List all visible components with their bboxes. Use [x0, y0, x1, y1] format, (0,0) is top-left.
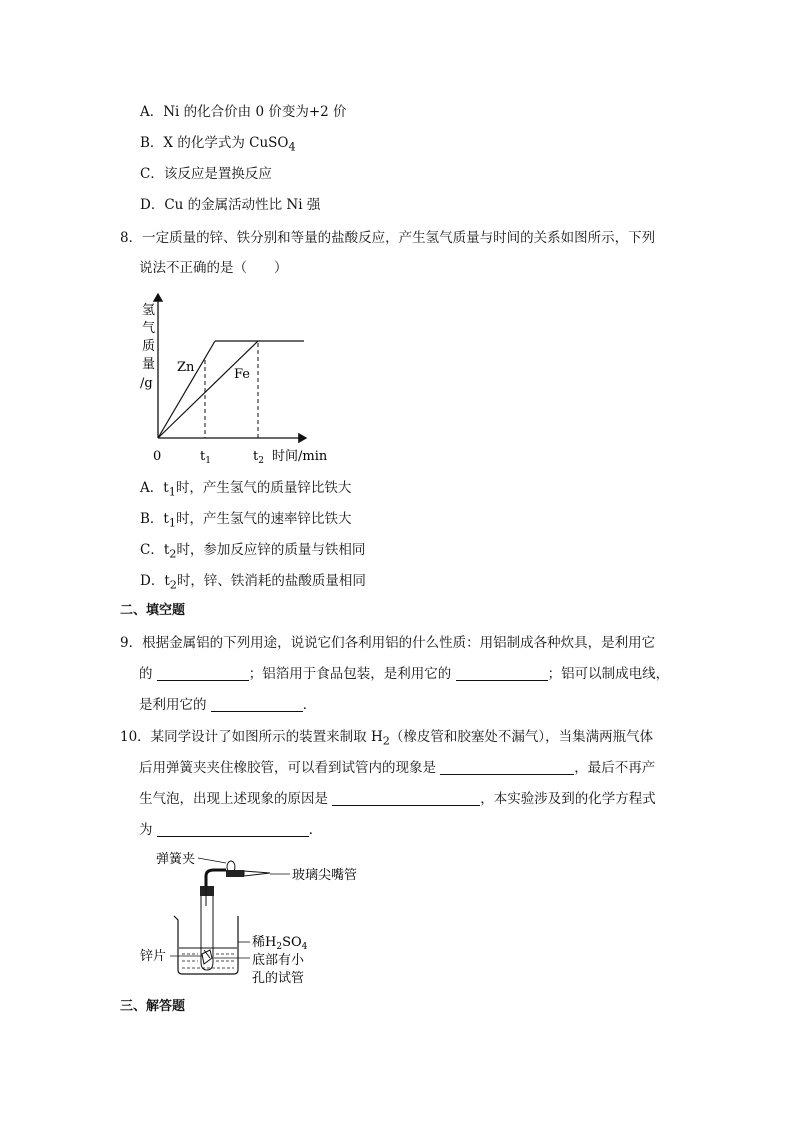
q10-l1b: （橡皮管和胶塞处不漏气），当集满两瓶气体: [389, 729, 654, 745]
fe-line: [158, 341, 258, 438]
xlabel: 时间/min: [272, 449, 328, 464]
zn-label: Zn: [177, 360, 195, 375]
q10-blank-1[interactable]: [440, 760, 574, 775]
q9-l3a: 是利用它的: [139, 697, 211, 713]
ylabel-char-2: 气: [142, 321, 156, 336]
q10-line1: [120, 727, 653, 752]
q8-c-post: 时，参加反应锌的质量与铁相同: [176, 542, 366, 558]
acid-pre: 稀H: [252, 935, 277, 950]
q10-line4: [139, 820, 322, 840]
ylabel-char-5: /g: [140, 376, 153, 391]
zinc-pieces: [202, 950, 212, 964]
q10-l3a: 生气泡，出现上述现象的原因是: [139, 791, 333, 807]
t2-text: t: [253, 449, 259, 464]
q9-l2c: ；铝可以制成电线，: [547, 666, 670, 682]
q10-line2: [139, 758, 655, 778]
t1-subscript: 1: [205, 456, 211, 466]
q10-apparatus-figure: [130, 846, 390, 996]
q7-option-d: D．Cu 的金属活动性比 Ni 强: [140, 197, 321, 213]
q8-graph: [130, 288, 350, 468]
q9-blank-1[interactable]: [157, 666, 249, 681]
q8-stem-line2: 说法不正确的是（ ）: [139, 260, 288, 276]
q7-option-b-text: B．X 的化学式为 CuSO: [140, 135, 289, 151]
ylabel-char-3: 质: [142, 339, 156, 354]
q8-b-sub: 1: [168, 516, 177, 530]
q10-l3b: ，本实验涉及到的化学方程式: [480, 791, 656, 807]
q10-blank-2[interactable]: [332, 791, 480, 806]
q10-l4a: 为: [139, 822, 157, 838]
clamp-label: 弹簧夹: [156, 852, 196, 867]
ylabel-char-1: 氢: [142, 303, 156, 318]
q7-option-c: C．该反应是置换反应: [140, 166, 272, 182]
q8-c-sub: 2: [169, 547, 177, 561]
q10-l4b: ．: [308, 822, 323, 838]
clamp-leader: [198, 858, 226, 863]
q8-a-post: 时，产生氢气的质量锌比铁大: [175, 480, 352, 496]
acid-sub1: 2: [276, 942, 283, 952]
clamp-body: [226, 870, 244, 877]
q8-option-d: [140, 571, 366, 596]
q9-l2a: 的: [139, 666, 157, 682]
tube-label-1: 底部有小: [252, 953, 305, 968]
stopper: [200, 886, 214, 896]
q10-l1-sub: 2: [382, 734, 390, 748]
q9-blank-3[interactable]: [211, 697, 303, 712]
q10-l2b: ，最后不再产: [574, 760, 656, 776]
section-2-heading: 二、填空题: [120, 603, 186, 618]
fe-label: Fe: [234, 367, 251, 382]
q10-blank-3[interactable]: [157, 822, 309, 837]
q7-option-a: A．Ni 的化合价由 0 价变为+2 价: [140, 104, 347, 120]
glass-nozzle: [244, 871, 270, 876]
q10-l1a: 10．某同学设计了如图所示的装置来制取 H: [120, 729, 383, 745]
q8-option-c: [140, 540, 365, 565]
zinc-label: 锌片: [140, 949, 167, 964]
tube-label-2: 孔的试管: [252, 971, 305, 986]
t1-label: [200, 449, 211, 466]
t2-subscript: 2: [258, 456, 264, 466]
q7-option-b: [140, 133, 296, 158]
q8-d-pre: D．t: [140, 573, 170, 589]
q7-option-b-subscript: 4: [288, 140, 296, 154]
acid-sub2: 4: [301, 942, 308, 952]
section-3-heading: 三、解答题: [120, 999, 186, 1014]
q8-d-sub: 2: [169, 578, 177, 592]
acid-label: [252, 934, 308, 952]
q9-line3: [139, 695, 316, 715]
t1-text: t: [200, 449, 206, 464]
q8-option-b: [140, 509, 352, 534]
zn-line: [158, 341, 215, 438]
q8-c-pre: C．t: [140, 542, 170, 558]
q8-option-a: [140, 478, 351, 503]
q8-stem-line1: 8．一定质量的锌、铁分别和等量的盐酸反应，产生氢气质量与时间的关系如图所示，下列: [120, 230, 656, 246]
q9-l3b: ．: [302, 697, 317, 713]
q8-d-post: 时，锌、铁消耗的盐酸质量相同: [176, 573, 366, 589]
rubber-tube: [206, 870, 226, 886]
ylabel-char-4: 量: [142, 357, 156, 372]
q8-b-post: 时，产生氢气的速率锌比铁大: [176, 511, 352, 527]
q8-a-sub: 1: [168, 485, 176, 499]
q9-l2b: ；铝箔用于食品包装，是利用它的: [248, 666, 456, 682]
q9-line1: 9．根据金属铝的下列用途，说说它们各利用铝的什么性质：用铝制成各种炊具，是利用它: [120, 635, 656, 651]
q9-line2: [139, 664, 669, 684]
acid-mid: SO: [282, 935, 302, 950]
q9-blank-2[interactable]: [456, 666, 548, 681]
beaker: [174, 916, 238, 974]
q10-line3: [139, 789, 656, 809]
origin-label: 0: [153, 449, 162, 464]
q8-b-pre: B．t: [140, 511, 169, 527]
q10-l2a: 后用弹簧夹夹住橡胶管，可以看到试管内的现象是: [139, 760, 441, 776]
q8-a-pre: A．t: [140, 480, 169, 496]
nozzle-label: 玻璃尖嘴管: [292, 868, 358, 883]
t2-label: [253, 449, 264, 466]
